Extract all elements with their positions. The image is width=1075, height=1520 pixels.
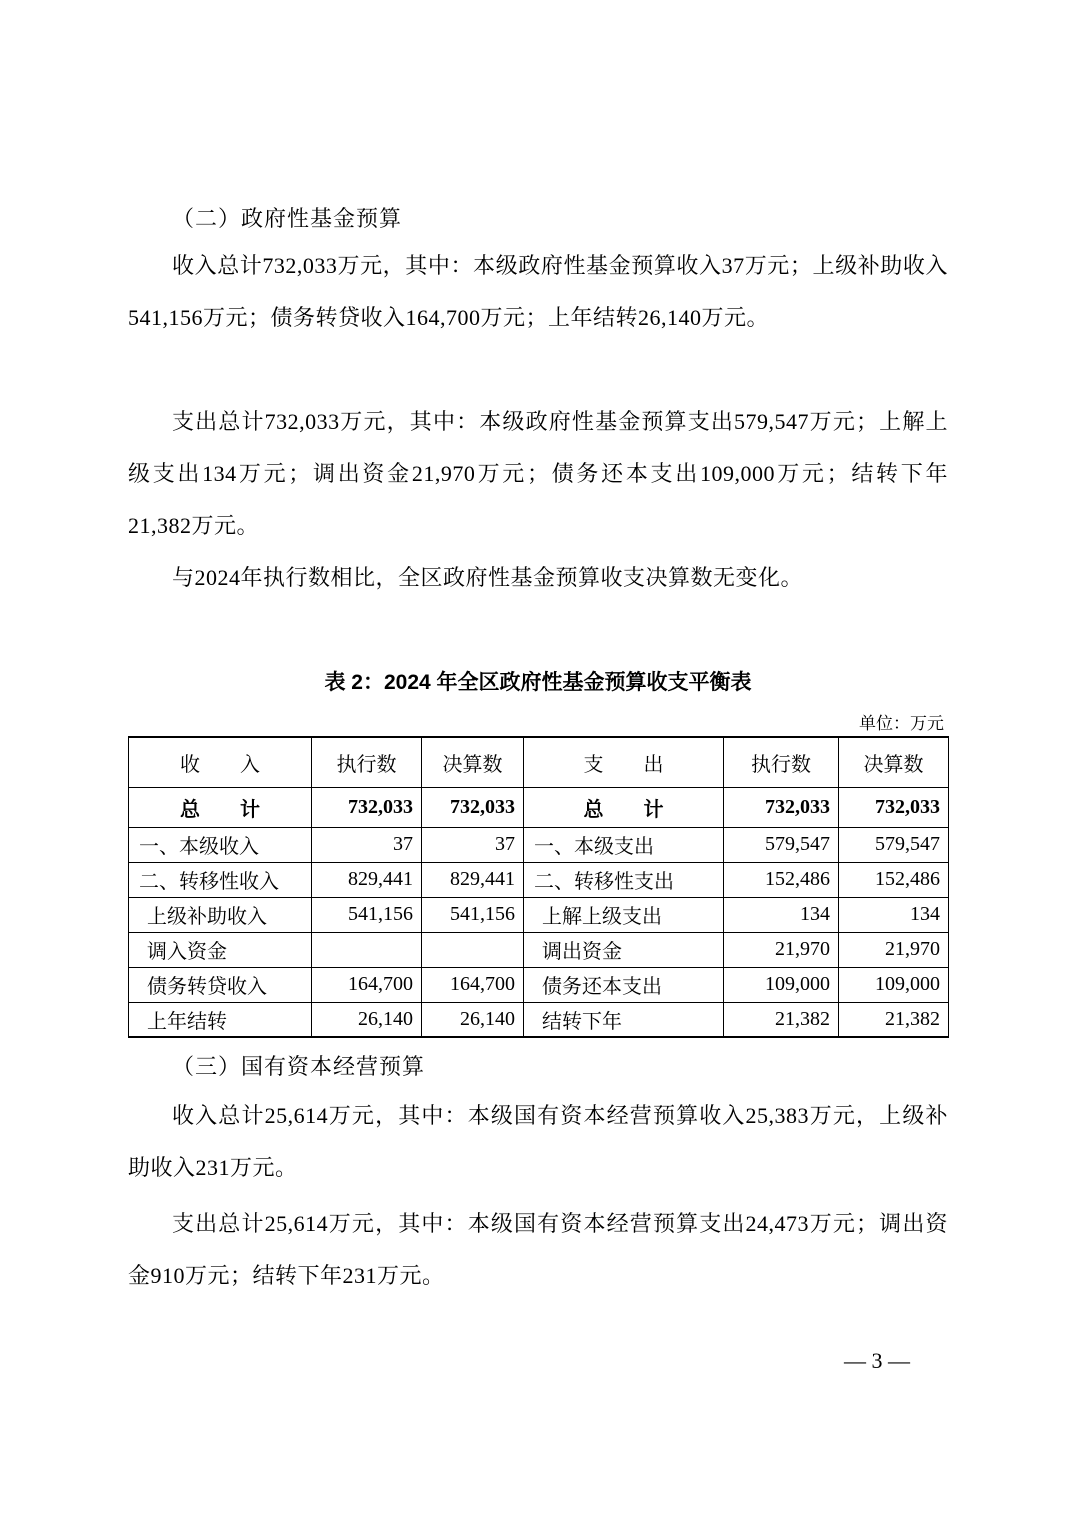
table-cell-value: [312, 932, 422, 967]
table-cell-value: 829,441: [422, 862, 524, 897]
table-cell-value: 109,000: [839, 967, 949, 1002]
table-cell-value: 164,700: [422, 967, 524, 1002]
table-cell-label: 调出资金: [524, 932, 724, 967]
table-title: 表 2：2024 年全区政府性基金预算收支平衡表: [324, 671, 752, 694]
table-row: [129, 1002, 949, 1037]
table-cell-value: 164,700: [312, 967, 422, 1002]
table-row: [129, 897, 949, 932]
table-header-cell-expenditure: 支 出: [524, 737, 724, 787]
table-cell-value: 541,156: [422, 897, 524, 932]
table-cell-value: 21,970: [724, 932, 839, 967]
table-header-cell-executed: 执行数: [312, 737, 422, 787]
table-unit-label: 单位：万元: [859, 714, 944, 733]
table-cell-value: 541,156: [312, 897, 422, 932]
paragraph-state-capital-income: 收入总计25,614万元，其中：本级国有资本经营预算收入25,383万元，上级补助收入231万元。: [128, 1103, 948, 1180]
table-cell-label: 债务转贷收入: [129, 967, 312, 1002]
table-cell-value: 732,033: [839, 787, 949, 827]
table-cell-value: 37: [312, 827, 422, 862]
table-header-row: [129, 737, 949, 787]
budget-balance-table: [128, 736, 949, 1038]
table-cell-label: 上级补助收入: [129, 897, 312, 932]
table-cell-label: 上年结转: [129, 1002, 312, 1037]
table-cell-label: 一、本级支出: [524, 827, 724, 862]
table-cell-value: 26,140: [312, 1002, 422, 1037]
table-cell-value: 37: [422, 827, 524, 862]
table-cell-value: 732,033: [422, 787, 524, 827]
table-cell-value: 134: [724, 897, 839, 932]
paragraph-state-capital-expenditure: 支出总计25,614万元，其中：本级国有资本经营预算支出24,473万元；调出资金910万元；结转下年231万元。: [128, 1211, 948, 1288]
table-cell-label: 总 计: [129, 787, 312, 827]
table-cell-label: 一、本级收入: [129, 827, 312, 862]
table-cell-label: 结转下年: [524, 1002, 724, 1037]
page-content: [128, 0, 948, 1520]
table-header-cell-final: 决算数: [422, 737, 524, 787]
table-cell-value: 21,970: [839, 932, 949, 967]
table-cell-value: 829,441: [312, 862, 422, 897]
table-cell-label: 二、转移性支出: [524, 862, 724, 897]
paragraph-gov-fund-income: 收入总计732,033万元，其中：本级政府性基金预算收入37万元；上级补助收入541,156万元；债务转贷收入164,700万元；上年结转26,140万元。: [128, 253, 948, 330]
table-cell-label: 总 计: [524, 787, 724, 827]
table-cell-value: 152,486: [724, 862, 839, 897]
table-cell-label: 债务还本支出: [524, 967, 724, 1002]
table-row: [129, 787, 949, 827]
page-number: — 3 —: [844, 1348, 910, 1373]
table-cell-value: 732,033: [724, 787, 839, 827]
paragraph-gov-fund-expenditure: 支出总计732,033万元，其中：本级政府性基金预算支出579,547万元；上解上级支出134万元；调出资金21,970万元；债务还本支出109,000万元；结转下年21,382万元。: [128, 409, 948, 538]
section-heading-gov-fund-budget: （二）政府性基金预算: [172, 206, 403, 231]
table-row: [129, 932, 949, 967]
table-header-cell-income: 收 入: [129, 737, 312, 787]
table-cell-value: 579,547: [724, 827, 839, 862]
table-row: [129, 967, 949, 1002]
table-cell-value: 134: [839, 897, 949, 932]
table-cell-value: 152,486: [839, 862, 949, 897]
table-cell-value: 109,000: [724, 967, 839, 1002]
table-cell-value: [422, 932, 524, 967]
table-header-cell-executed-exp: 执行数: [724, 737, 839, 787]
table-cell-label: 调入资金: [129, 932, 312, 967]
table-cell-label: 二、转移性收入: [129, 862, 312, 897]
table-cell-value: 21,382: [839, 1002, 949, 1037]
section-heading-state-capital-budget: （三）国有资本经营预算: [172, 1054, 426, 1079]
table-cell-value: 579,547: [839, 827, 949, 862]
table-header-cell-final-exp: 决算数: [839, 737, 949, 787]
paragraph-gov-fund-comparison: 与2024年执行数相比，全区政府性基金预算收支决算数无变化。: [172, 565, 804, 590]
table-cell-value: 732,033: [312, 787, 422, 827]
table-cell-label: 上解上级支出: [524, 897, 724, 932]
table-cell-value: 26,140: [422, 1002, 524, 1037]
table-cell-value: 21,382: [724, 1002, 839, 1037]
table-row: [129, 862, 949, 897]
table-row: [129, 827, 949, 862]
